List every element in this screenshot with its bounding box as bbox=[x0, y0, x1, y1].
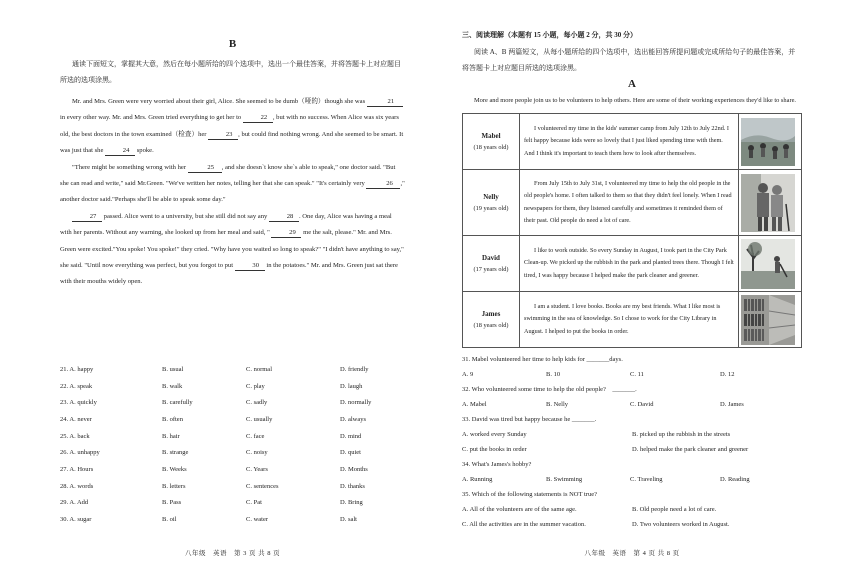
blank-24: 24 bbox=[105, 146, 135, 156]
question-stem: 32. Who volunteered some time to help the old people? _______. bbox=[462, 386, 637, 393]
volunteer-text-cell: From July 15th to July 31st, I volunteered my time to help the old people in the old people's home. I often talked to them so that they didn't feel lonely. When I read newspapers for them, they listened carefully and sometimes it reminded them of their past. Old people do need a lot of care. bbox=[520, 170, 739, 236]
blank-30: 30 bbox=[235, 261, 265, 271]
library-photo bbox=[739, 292, 802, 348]
volunteer-name-cell: James (18 years old) bbox=[463, 292, 520, 348]
question-stem: 31. Mabel volunteered her time to help kids for _______days. bbox=[462, 356, 623, 363]
question-options: A. All of the volunteers are of the same age. B. Old people need a lot of care. bbox=[462, 506, 717, 513]
blank-27: 27 bbox=[72, 212, 102, 222]
option-row: 26. A. unhappy B. strange C. noisy D. quiet bbox=[60, 449, 361, 457]
page-footer-right: 八年级 英语 第 4 页 共 8 页 bbox=[584, 550, 680, 557]
volunteer-text-cell: I am a student. I love books. Books are my best friends. What I like most is swimming in the sea of knowledge. So I chose to work for the City Library in August. I helped to put the books in order. bbox=[520, 292, 739, 348]
blank-25: 25 bbox=[188, 163, 222, 173]
kids-camp-photo bbox=[739, 114, 802, 170]
option-row: 23. A. quickly B. carefully C. sadly D. normally bbox=[60, 399, 372, 407]
part-a-title: A bbox=[628, 78, 636, 90]
right-page bbox=[462, 0, 802, 581]
passage-intro: More and more people join us to be volunteers to help others. Here are some of their working experiences they'd like to share. bbox=[474, 97, 797, 104]
volunteer-name-cell: Nelly (19 years old) bbox=[463, 170, 520, 236]
volunteer-name-cell: David (17 years old) bbox=[463, 236, 520, 292]
section-b-title: B bbox=[228, 38, 237, 50]
table-row bbox=[463, 236, 802, 292]
question-options: A. 9 B. 10 C. 11 D. 12 bbox=[462, 371, 735, 378]
table-row bbox=[463, 292, 802, 348]
option-row: 29. A. Add B. Pass C. Pat D. Bring bbox=[60, 499, 363, 507]
passage-paragraph-1: Mr. and Mrs. Green were very worried about their girl, Alice. She seemed to be dumb（哑的）though she was 21 in every other way. Mr. and Mrs. Green tried everything to get her to 22 , but with no success. When Alice was six years old, the best doctors in the town examined（检查）her 23 , but could find nothing wrong. And she seemed to be smart. It was just that she 24 spoke. bbox=[60, 98, 404, 155]
passage-paragraph-3: 27 passed. Alice went to a university, but she still did not say any 28 . One day, Alice was having a meal with her parents. Without any warning, she looked up from her meal and said, " 29 me the salt, please." Mr. and Mrs. Green were excited."You spoke! You spoke!" they cried. "Why have you waited so long to speak?" "I didn't have anything to say," she said. "Until now everything was perfect, but you forgot to put 30 in the potatoes." Mr. and Mrs. Green just sat there with their mouths widely open. bbox=[60, 212, 404, 286]
option-row: 24. A. never B. often C. usually D. always bbox=[60, 415, 366, 423]
question-options: A. Running B. Swimming C. Traveling D. Reading bbox=[462, 476, 750, 483]
question-stem: 34. What's James's hobby? bbox=[462, 461, 532, 468]
volunteer-table bbox=[462, 113, 802, 348]
blank-22: 22 bbox=[243, 113, 273, 123]
option-row: 27. A. Hours B. Weeks C. Years D. Months bbox=[60, 465, 368, 473]
cloze-passage bbox=[60, 94, 405, 291]
kids-camp-image bbox=[741, 118, 795, 166]
cloze-options bbox=[60, 361, 405, 528]
blank-23: 23 bbox=[208, 130, 238, 140]
blank-26: 26 bbox=[366, 179, 400, 189]
option-row: 21. A. happy B. usual C. normal D. friendly bbox=[60, 365, 369, 373]
volunteer-text-cell: I like to work outside. So every Sunday in August, I took part in the City Park Clean-up. We picked up the rubbish in the park and planted trees there. Though I felt tired, I was happy because I helped make the park cleaner and greener. bbox=[520, 236, 739, 292]
reading-instructions: 阅读 A、B 两篇短文，从每小题所给的四个选项中，选出能回答所提问题或完成所给句子的最佳答案，并将答题卡上对应题目所选的选项涂黑。 bbox=[462, 48, 796, 72]
option-row: 25. A. back B. hair C. face D. mind bbox=[60, 432, 362, 440]
questions-block bbox=[462, 352, 802, 532]
old-people-photo bbox=[739, 170, 802, 236]
park-cleanup-photo bbox=[739, 236, 802, 292]
table-row bbox=[463, 114, 802, 170]
cloze-instructions: 通读下面短文，掌握其大意，然后在每小题所给的四个选项中，选出一个最佳答案，并将答题卡上对应题目所选的选项涂黑。 bbox=[60, 60, 401, 84]
reading-section-heading: 三、阅读理解（本题有 15 小题，每小题 2 分，共 30 分） bbox=[462, 31, 637, 39]
passage-paragraph-2: "There might be something wrong with her 25 , and she doesn`t know she`s able to speak," one doctor said. "But she can read and write," said Mr.Green. "We've written her notes, telling her that she can speak." "It's certainly very 26 ," another doctor said."Perhaps she'll be able to speak some day." bbox=[60, 163, 405, 204]
left-page bbox=[60, 0, 405, 581]
question-options: A. Mabel B. Nelly C. David D. James bbox=[462, 401, 744, 408]
option-row: 30. A. sugar B. oil C. water D. salt bbox=[60, 516, 357, 524]
blank-21: 21 bbox=[367, 97, 403, 107]
option-row: 28. A. words B. letters C. sentences D. thanks bbox=[60, 482, 365, 490]
question-options: C. All the activities are in the summer vacation. D. Two volunteers worked in August. bbox=[462, 521, 730, 528]
old-people-image bbox=[741, 174, 795, 232]
question-options: A. worked every Sunday B. picked up the rubbish in the streets bbox=[462, 431, 731, 438]
blank-29: 29 bbox=[271, 228, 301, 238]
park-cleanup-image bbox=[741, 239, 795, 289]
table-row bbox=[463, 170, 802, 236]
volunteer-name-cell: Mabel (18 years old) bbox=[463, 114, 520, 170]
page-footer-left: 八年级 英语 第 3 页 共 8 页 bbox=[184, 550, 281, 557]
question-options: C. put the books in order D. helped make the park cleaner and greener bbox=[462, 446, 749, 453]
blank-28: 28 bbox=[269, 212, 299, 222]
library-image bbox=[741, 295, 795, 345]
question-stem: 33. David was tired but happy because he _______. bbox=[462, 416, 597, 423]
volunteer-text-cell: I volunteered my time in the kids' summer camp from July 12th to July 22nd. I felt happy because kids were so lovely that I just liked spending time with them. And I think it's important to teach them how to look after themselves. bbox=[520, 114, 739, 170]
option-row: 22. A. speak B. walk C. play D. laugh bbox=[60, 382, 363, 390]
question-stem: 35. Which of the following statements is NOT true? bbox=[462, 491, 597, 498]
